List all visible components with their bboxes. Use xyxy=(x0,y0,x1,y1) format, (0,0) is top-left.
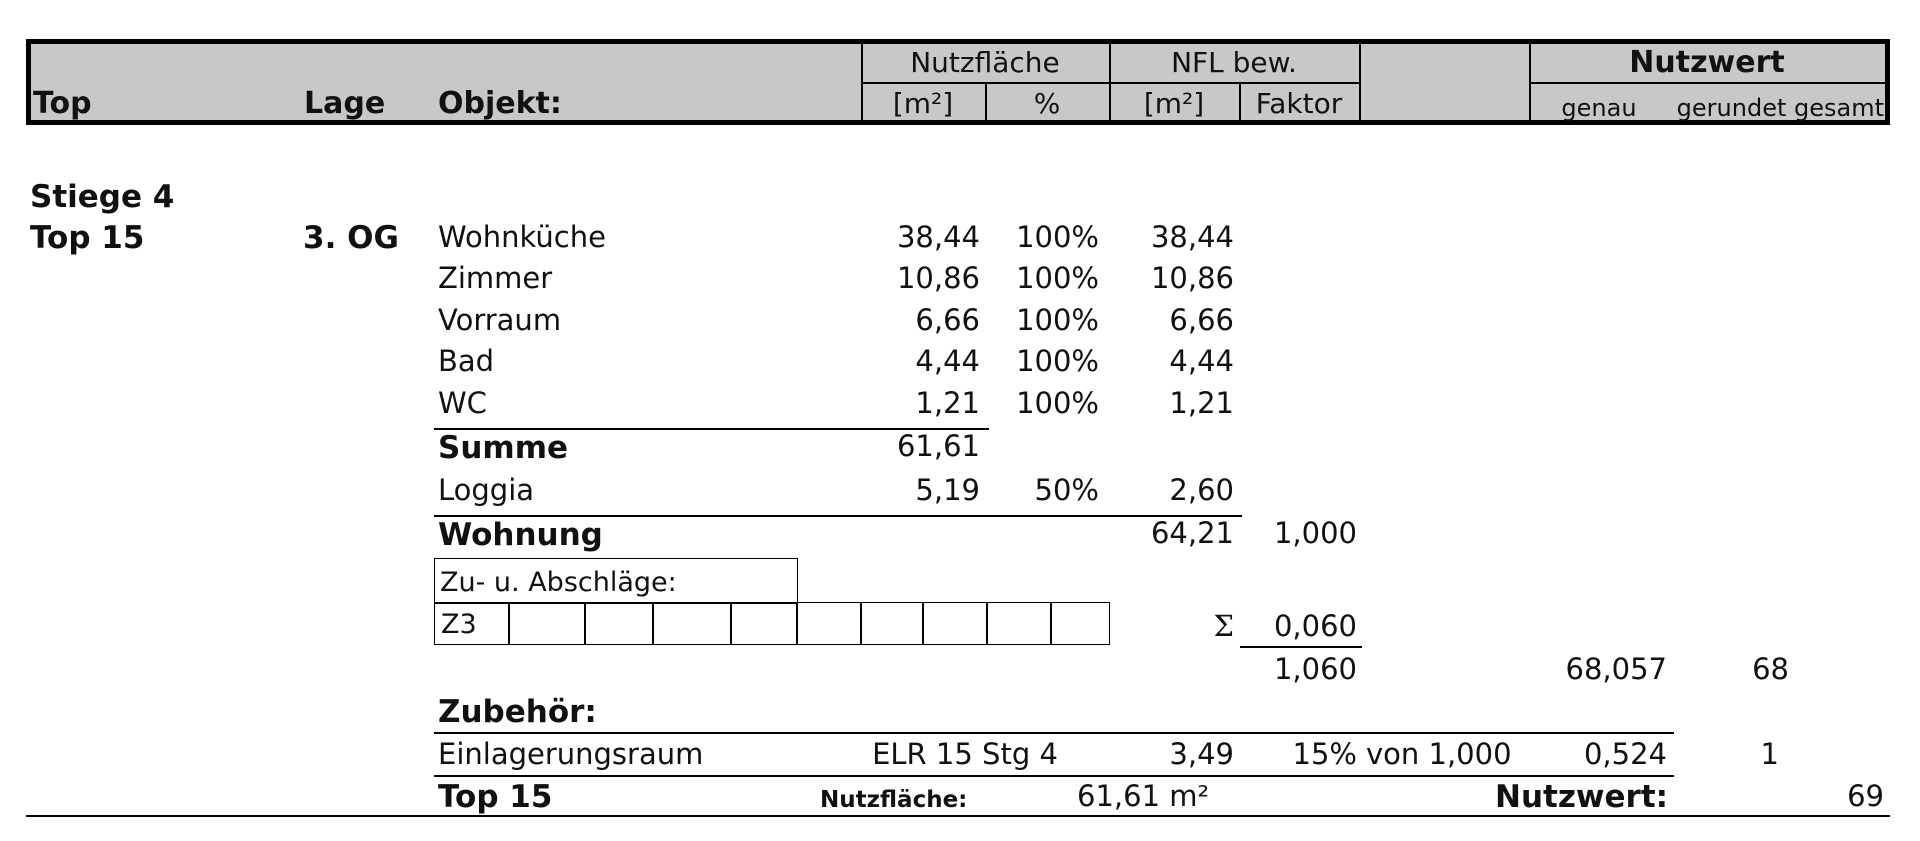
room-percent: 100% xyxy=(1016,220,1099,254)
stiege-label: Stiege 4 xyxy=(30,179,175,215)
wohnung-faktor: 1,000 xyxy=(1273,516,1357,550)
footer-nutzflaeche-value: 61,61 m² xyxy=(1077,779,1210,813)
zuschlaege-grid xyxy=(434,602,1110,645)
room-weighted: 38,44 xyxy=(1150,220,1234,254)
zuschlaege-cell-divider xyxy=(860,602,862,645)
room-weighted: 4,44 xyxy=(1169,344,1234,378)
nutzwert-genau: 68,057 xyxy=(1565,652,1667,686)
room-percent: 100% xyxy=(1016,261,1099,295)
room-percent: 100% xyxy=(1016,386,1099,420)
header-divider xyxy=(1359,44,1361,125)
header-gerundet-gesamt: gerundet gesamt xyxy=(1676,94,1884,122)
room-name: Vorraum xyxy=(438,303,562,337)
header-nfl-m2: [m²] xyxy=(1143,87,1205,120)
zubehoer-rule xyxy=(434,732,1674,734)
lage-value: 3. OG xyxy=(303,220,399,256)
zuschlaege-cell-divider xyxy=(730,602,732,645)
header-lage: Lage xyxy=(304,86,386,121)
zubehoer-percent: 15% xyxy=(1292,737,1357,771)
header-objekt: Objekt: xyxy=(438,86,562,121)
header-nutzflaeche: Nutzfläche xyxy=(910,46,1060,79)
zuschlaege-cell-divider xyxy=(652,602,654,645)
faktor-rule xyxy=(1240,646,1362,648)
room-area: 1,21 xyxy=(915,386,980,420)
room-name: Wohnküche xyxy=(438,220,606,254)
header-nutzwert: Nutzwert xyxy=(1629,45,1785,80)
zuschlaege-sum: 0,060 xyxy=(1273,609,1357,643)
zuschlaege-cell-divider xyxy=(508,602,510,645)
room-area: 38,44 xyxy=(896,220,980,254)
zuschlaege-label: Zu- u. Abschläge: xyxy=(440,567,677,598)
header-nutzflaeche-percent: % xyxy=(1033,87,1061,120)
header-midline xyxy=(861,82,1359,84)
zuschlaege-code: Z3 xyxy=(441,609,477,640)
room-area: 4,44 xyxy=(915,344,980,378)
zubehoer-code: ELR 15 Stg 4 xyxy=(872,737,1058,771)
room-percent: 100% xyxy=(1016,344,1099,378)
bottom-rule xyxy=(26,815,1890,817)
footer-rule xyxy=(434,775,1674,777)
zuschlaege-cell-divider xyxy=(922,602,924,645)
room-name: Zimmer xyxy=(438,261,553,295)
header-faktor: Faktor xyxy=(1255,87,1343,120)
loggia-weighted: 2,60 xyxy=(1169,473,1234,507)
zuschlaege-cell-divider xyxy=(1050,602,1052,645)
header-nfl-bew: NFL bew. xyxy=(1171,46,1297,79)
footer-nutzwert-label: Nutzwert: xyxy=(1495,779,1669,815)
total-factor: 1,060 xyxy=(1273,652,1357,686)
zubehoer-area: 3,49 xyxy=(1169,737,1234,771)
wohnung-label: Wohnung xyxy=(438,517,603,553)
wohnung-weighted: 64,21 xyxy=(1150,516,1234,550)
zuschlaege-cell-divider xyxy=(584,602,586,645)
footer-nutzflaeche-label: Nutzfläche: xyxy=(820,787,968,813)
zuschlaege-cell-divider xyxy=(796,602,798,645)
header-genau: genau xyxy=(1561,94,1637,122)
zubehoer-von: von 1,000 xyxy=(1366,737,1512,771)
header-midline xyxy=(1529,82,1885,84)
top-label: Top 15 xyxy=(30,220,145,256)
zubehoer-item: Einlagerungsraum xyxy=(438,737,704,771)
room-weighted: 10,86 xyxy=(1150,261,1234,295)
footer-top: Top 15 xyxy=(438,779,553,815)
zubehoer-genau: 0,524 xyxy=(1583,737,1667,771)
room-weighted: 1,21 xyxy=(1169,386,1234,420)
zuschlaege-cell-divider xyxy=(986,602,988,645)
room-name: WC xyxy=(438,386,487,420)
room-area: 6,66 xyxy=(915,303,980,337)
zubehoer-label: Zubehör: xyxy=(438,694,597,730)
loggia-percent: 50% xyxy=(1034,473,1099,507)
loggia-area: 5,19 xyxy=(915,473,980,507)
nutzwert-gerundet: 68 xyxy=(1752,652,1789,686)
zubehoer-gerundet: 1 xyxy=(1760,737,1779,771)
header-nutzflaeche-m2: [m²] xyxy=(892,87,954,120)
summe-label: Summe xyxy=(438,430,569,466)
loggia-name: Loggia xyxy=(438,473,535,507)
room-area: 10,86 xyxy=(896,261,980,295)
room-name: Bad xyxy=(438,344,495,378)
sigma-symbol: Σ xyxy=(1213,609,1234,643)
header-top: Top xyxy=(33,86,92,121)
room-percent: 100% xyxy=(1016,303,1099,337)
room-weighted: 6,66 xyxy=(1169,303,1234,337)
footer-gesamt: 69 xyxy=(1847,779,1884,813)
summe-area: 61,61 xyxy=(896,429,980,463)
